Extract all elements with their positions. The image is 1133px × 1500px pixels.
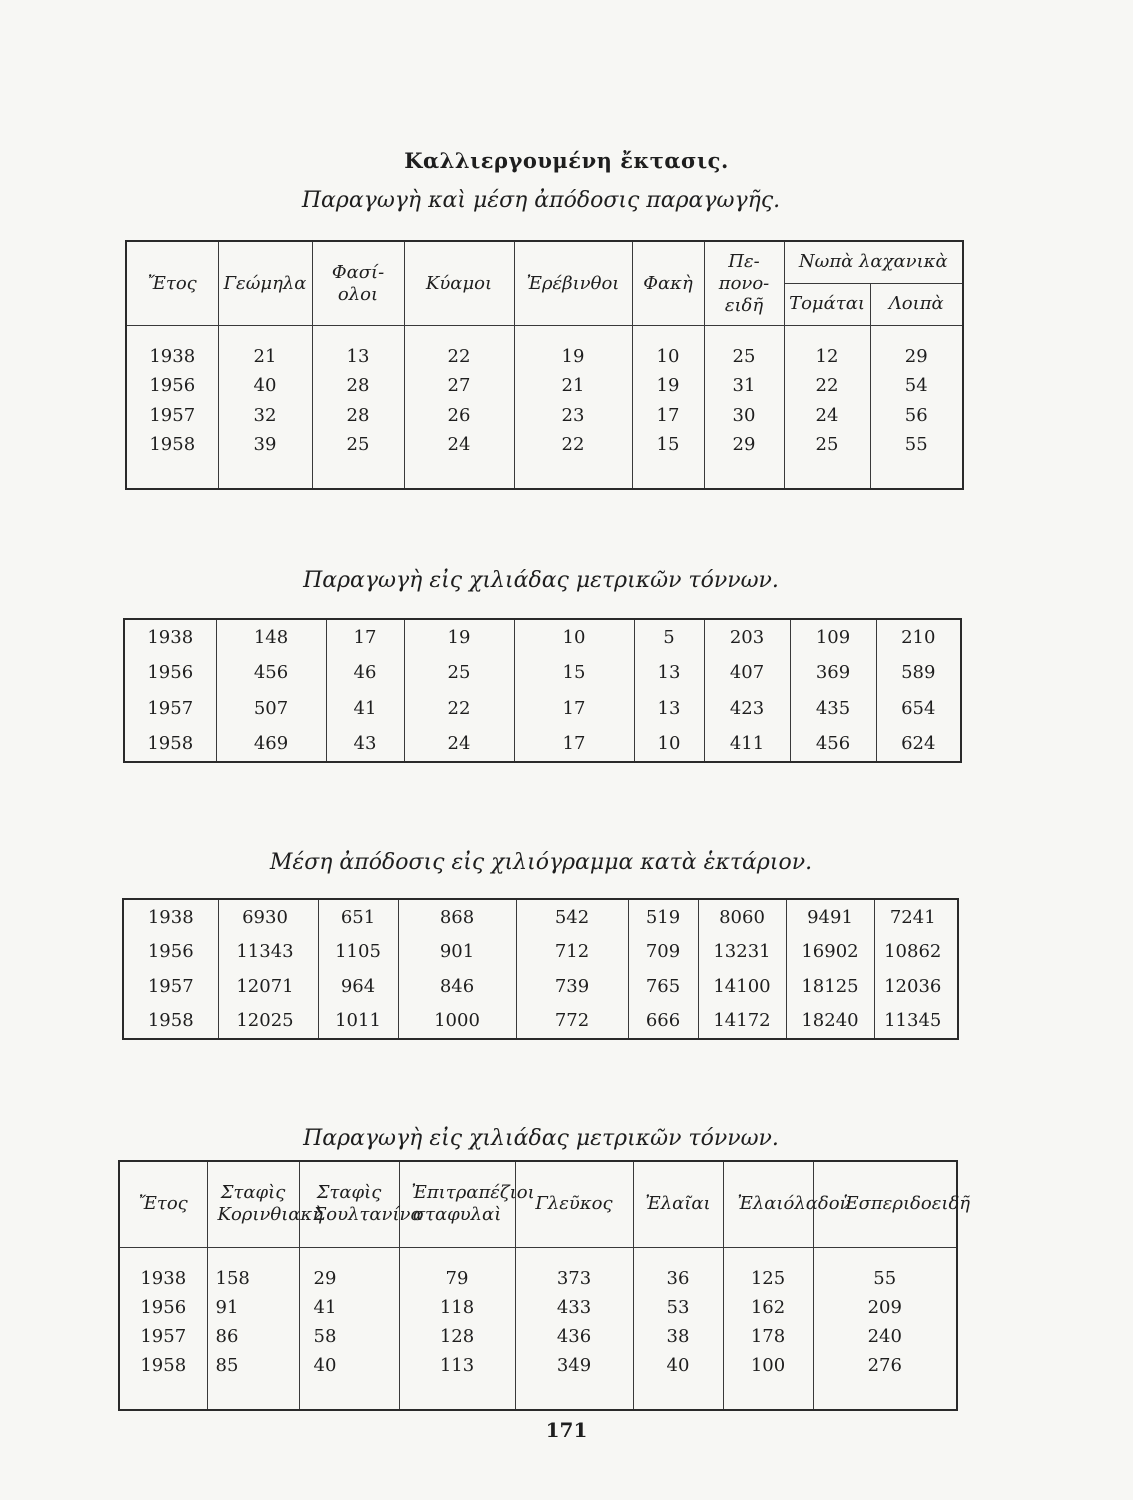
cell: 15 bbox=[632, 430, 704, 459]
subtitle-yield: Μέση ἀπόδοσις εἰς χιλιόγραμμα κατὰ ἑκτάριον. bbox=[269, 850, 813, 875]
cell: 40 bbox=[633, 1351, 723, 1380]
cell: 9491 bbox=[786, 899, 874, 935]
cell: 210 bbox=[876, 619, 961, 655]
cell: 28 bbox=[312, 400, 404, 429]
cell: 846 bbox=[398, 969, 516, 1003]
cell: 79 bbox=[399, 1264, 515, 1293]
subtitle-area: Παραγωγὴ καὶ μέση ἀπόδοσις παραγωγῆς. bbox=[301, 188, 781, 213]
cell: 125 bbox=[723, 1264, 813, 1293]
cell: 100 bbox=[723, 1351, 813, 1380]
cell-year: 1957 bbox=[124, 690, 216, 725]
header-potatoes: Γεώμηλα bbox=[218, 241, 312, 326]
cell: 29 bbox=[299, 1264, 399, 1293]
cell: 519 bbox=[628, 899, 698, 935]
cell: 11343 bbox=[218, 935, 318, 969]
table-row bbox=[119, 1351, 957, 1380]
cell: 22 bbox=[404, 690, 514, 725]
cell: 712 bbox=[516, 935, 628, 969]
cell: 12071 bbox=[218, 969, 318, 1003]
header-others: Λοιπὰ bbox=[870, 283, 963, 325]
cell-year: 1958 bbox=[124, 726, 216, 762]
header-tomatoes: Τομάται bbox=[784, 283, 870, 325]
cell: 55 bbox=[870, 430, 963, 459]
cell: 113 bbox=[399, 1351, 515, 1380]
cell: 85 bbox=[207, 1351, 299, 1380]
cell: 24 bbox=[404, 430, 514, 459]
cell: 28 bbox=[312, 371, 404, 400]
cell: 13 bbox=[312, 342, 404, 371]
cell: 666 bbox=[628, 1003, 698, 1039]
cell-year: 1956 bbox=[119, 1293, 207, 1322]
cell: 13 bbox=[634, 655, 704, 690]
cell: 91 bbox=[207, 1293, 299, 1322]
header-citrus: Ἑσπεριδοειδῆ bbox=[813, 1161, 957, 1247]
cell: 25 bbox=[404, 655, 514, 690]
table-row bbox=[123, 1003, 958, 1039]
cell: 5 bbox=[634, 619, 704, 655]
cell: 21 bbox=[218, 342, 312, 371]
header-currants: Σταφὶς Κορινθιακὴ bbox=[207, 1161, 299, 1247]
cell: 148 bbox=[216, 619, 326, 655]
cell-year: 1958 bbox=[126, 430, 218, 459]
cell: 369 bbox=[790, 655, 876, 690]
table-row bbox=[126, 400, 963, 429]
header-beans: Φασί-ολοι bbox=[312, 241, 404, 326]
cell: 25 bbox=[784, 430, 870, 459]
cell: 41 bbox=[326, 690, 404, 725]
cell: 651 bbox=[318, 899, 398, 935]
cell-year: 1938 bbox=[123, 899, 218, 935]
cell: 162 bbox=[723, 1293, 813, 1322]
cell-year: 1938 bbox=[124, 619, 216, 655]
cell: 36 bbox=[633, 1264, 723, 1293]
cell: 276 bbox=[813, 1351, 957, 1380]
cell-year: 1957 bbox=[126, 400, 218, 429]
cell: 542 bbox=[516, 899, 628, 935]
cell: 964 bbox=[318, 969, 398, 1003]
cell-year: 1958 bbox=[119, 1351, 207, 1380]
cell: 435 bbox=[790, 690, 876, 725]
table-vine-olive-citrus bbox=[118, 1160, 971, 1411]
cell: 433 bbox=[515, 1293, 633, 1322]
cell: 10862 bbox=[874, 935, 958, 969]
cell: 26 bbox=[404, 400, 514, 429]
header-chickpeas: Ἐρέβινθοι bbox=[514, 241, 632, 326]
cell-year: 1956 bbox=[123, 935, 218, 969]
cell: 29 bbox=[704, 430, 784, 459]
cell: 589 bbox=[876, 655, 961, 690]
header-year: Ἔτος bbox=[119, 1161, 207, 1247]
cell: 31 bbox=[704, 371, 784, 400]
cell: 15 bbox=[514, 655, 634, 690]
cell: 25 bbox=[312, 430, 404, 459]
cell: 11345 bbox=[874, 1003, 958, 1039]
cell-year: 1957 bbox=[123, 969, 218, 1003]
table-row bbox=[126, 371, 963, 400]
header-broad-beans: Κύαμοι bbox=[404, 241, 514, 326]
cell-year: 1957 bbox=[119, 1322, 207, 1351]
cell: 436 bbox=[515, 1322, 633, 1351]
cell: 54 bbox=[870, 371, 963, 400]
cell: 456 bbox=[790, 726, 876, 762]
cell: 709 bbox=[628, 935, 698, 969]
cell: 17 bbox=[514, 726, 634, 762]
cell: 19 bbox=[514, 342, 632, 371]
cell: 24 bbox=[404, 726, 514, 762]
cell-year: 1938 bbox=[126, 342, 218, 371]
cell: 654 bbox=[876, 690, 961, 725]
cell: 203 bbox=[704, 619, 790, 655]
cell: 10 bbox=[632, 342, 704, 371]
table-row bbox=[124, 655, 961, 690]
header-must: Γλεῦκος bbox=[515, 1161, 633, 1247]
cell: 58 bbox=[299, 1322, 399, 1351]
cell: 53 bbox=[633, 1293, 723, 1322]
table-row bbox=[124, 690, 961, 725]
table-row bbox=[123, 969, 958, 1003]
cell: 901 bbox=[398, 935, 516, 969]
cell: 7241 bbox=[874, 899, 958, 935]
cell: 772 bbox=[516, 1003, 628, 1039]
cell: 18240 bbox=[786, 1003, 874, 1039]
cell: 21 bbox=[514, 371, 632, 400]
cell: 22 bbox=[404, 342, 514, 371]
table-yield-per-hectare bbox=[122, 898, 959, 1040]
cell: 16902 bbox=[786, 935, 874, 969]
cell: 13231 bbox=[698, 935, 786, 969]
cell: 456 bbox=[216, 655, 326, 690]
cell: 1011 bbox=[318, 1003, 398, 1039]
cell: 10 bbox=[634, 726, 704, 762]
cell-year: 1956 bbox=[126, 371, 218, 400]
cell: 14100 bbox=[698, 969, 786, 1003]
table-row bbox=[126, 342, 963, 371]
cell: 23 bbox=[514, 400, 632, 429]
header-year: Ἔτος bbox=[126, 241, 218, 326]
table-row bbox=[119, 1293, 957, 1322]
header-olive-oil: Ἐλαιόλαδον bbox=[723, 1161, 813, 1247]
cell: 55 bbox=[813, 1264, 957, 1293]
cell: 13 bbox=[634, 690, 704, 725]
cell: 118 bbox=[399, 1293, 515, 1322]
cell: 109 bbox=[790, 619, 876, 655]
header-table-grapes: Ἐπιτραπέζιοι σταφυλαὶ bbox=[399, 1161, 515, 1247]
cell: 22 bbox=[784, 371, 870, 400]
cell: 19 bbox=[632, 371, 704, 400]
cell: 12025 bbox=[218, 1003, 318, 1039]
cell: 1000 bbox=[398, 1003, 516, 1039]
header-melons: Πε-πονο-ειδῆ bbox=[704, 241, 784, 326]
cell: 373 bbox=[515, 1264, 633, 1293]
cell: 739 bbox=[516, 969, 628, 1003]
cell: 40 bbox=[218, 371, 312, 400]
cell: 423 bbox=[704, 690, 790, 725]
cell: 12036 bbox=[874, 969, 958, 1003]
cell-year: 1956 bbox=[124, 655, 216, 690]
table-row bbox=[123, 899, 958, 935]
cell: 86 bbox=[207, 1322, 299, 1351]
cell: 43 bbox=[326, 726, 404, 762]
cell: 209 bbox=[813, 1293, 957, 1322]
cell: 41 bbox=[299, 1293, 399, 1322]
cell: 40 bbox=[299, 1351, 399, 1380]
header-lentils: Φακὴ bbox=[632, 241, 704, 326]
cell: 8060 bbox=[698, 899, 786, 935]
cell: 407 bbox=[704, 655, 790, 690]
cell: 14172 bbox=[698, 1003, 786, 1039]
cell: 17 bbox=[514, 690, 634, 725]
cell: 158 bbox=[207, 1264, 299, 1293]
cell: 624 bbox=[876, 726, 961, 762]
cell: 411 bbox=[704, 726, 790, 762]
cell: 17 bbox=[326, 619, 404, 655]
header-sultanas: Σταφὶς Σουλτανίνα bbox=[299, 1161, 399, 1247]
cell: 56 bbox=[870, 400, 963, 429]
cell: 17 bbox=[632, 400, 704, 429]
page-number: 171 bbox=[545, 1418, 588, 1442]
cell: 39 bbox=[218, 430, 312, 459]
cell: 1105 bbox=[318, 935, 398, 969]
subtitle-production-2: Παραγωγὴ εἰς χιλιάδας μετρικῶν τόννων. bbox=[303, 1126, 779, 1151]
cell: 29 bbox=[870, 342, 963, 371]
table-row bbox=[123, 935, 958, 969]
cell: 128 bbox=[399, 1322, 515, 1351]
cell: 178 bbox=[723, 1322, 813, 1351]
header-olives: Ἐλαῖαι bbox=[633, 1161, 723, 1247]
table-row bbox=[124, 726, 961, 762]
cell-year: 1938 bbox=[119, 1264, 207, 1293]
subtitle-production: Παραγωγὴ εἰς χιλιάδας μετρικῶν τόννων. bbox=[303, 568, 779, 593]
cell: 765 bbox=[628, 969, 698, 1003]
cell: 469 bbox=[216, 726, 326, 762]
cell: 30 bbox=[704, 400, 784, 429]
cell: 22 bbox=[514, 430, 632, 459]
table-row bbox=[119, 1264, 957, 1293]
cell-year: 1958 bbox=[123, 1003, 218, 1039]
cell: 25 bbox=[704, 342, 784, 371]
cell: 27 bbox=[404, 371, 514, 400]
page-heading: Καλλιεργουμένη ἔκτασις. bbox=[404, 148, 729, 173]
table-row bbox=[124, 619, 961, 655]
table-row bbox=[119, 1322, 957, 1351]
table-area-yield bbox=[125, 240, 964, 490]
cell: 240 bbox=[813, 1322, 957, 1351]
table-production bbox=[123, 618, 962, 763]
cell: 32 bbox=[218, 400, 312, 429]
header-fresh-vegetables: Νωπὰ λαχανικὰ bbox=[784, 241, 963, 283]
cell: 349 bbox=[515, 1351, 633, 1380]
cell: 46 bbox=[326, 655, 404, 690]
cell: 18125 bbox=[786, 969, 874, 1003]
cell: 12 bbox=[784, 342, 870, 371]
cell: 507 bbox=[216, 690, 326, 725]
cell: 24 bbox=[784, 400, 870, 429]
cell: 6930 bbox=[218, 899, 318, 935]
table-row bbox=[126, 430, 963, 459]
cell: 868 bbox=[398, 899, 516, 935]
cell: 19 bbox=[404, 619, 514, 655]
cell: 10 bbox=[514, 619, 634, 655]
cell: 38 bbox=[633, 1322, 723, 1351]
